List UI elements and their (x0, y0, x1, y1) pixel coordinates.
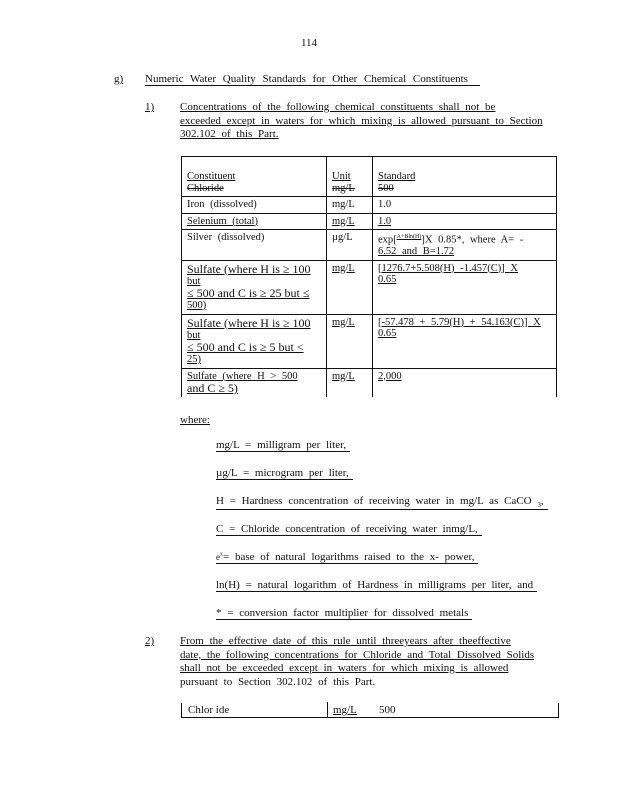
constituent-line: Sulfate (where H > 500 (187, 370, 298, 382)
chloride-divider (327, 702, 328, 717)
silver-formula (378, 232, 551, 246)
cell-constituent: Iron (dissolved) (182, 197, 327, 214)
table-row (182, 197, 557, 214)
formula-line2: 6.52 and B=1.72 (378, 246, 455, 257)
standard-line: [-57.478 + 5.79(H) + 54.163(C)] X (378, 316, 541, 328)
standard-line: [1276.7+5.508(H) -1.457(C)] X (378, 262, 518, 274)
definition-exp-text: = base of natural logarithms raised to the x- power, (223, 551, 475, 563)
table-row (182, 260, 557, 314)
cell-constituent: Silver (dissolved) (182, 230, 327, 261)
cell-unit: mg/L (327, 260, 373, 314)
section-marker: g) (114, 73, 124, 85)
item2-line: shall not be exceeded except in waters for which mixing is allowed (180, 662, 509, 674)
constituent-line: but (187, 329, 201, 341)
table-cell (182, 157, 327, 197)
definition-chloride: C = Chloride concentration of receiving water inmg/L, (216, 523, 482, 536)
header-constituent: Constituent (187, 171, 236, 182)
table-row (182, 157, 557, 197)
definition-exp (216, 551, 478, 564)
formula-suffix: ]X 0.85*, where A= - (421, 234, 524, 246)
constituent-line: Sulfate (where H is ≥ 100 (187, 261, 311, 276)
definition-conversion: * = conversion factor multiplier for dissolved metals (216, 607, 472, 620)
table-cell (373, 157, 557, 197)
cell-unit: mg/L (332, 182, 355, 194)
constituent-line: ≤ 500 and C is ≥ 5 but < (187, 340, 304, 354)
item1-marker: 1) (145, 101, 155, 113)
where-label: where: (180, 414, 210, 426)
definition-ug: µg/L = microgram per liter, (216, 467, 353, 480)
standard-line: 0.65 (378, 328, 397, 339)
formula-prefix: exp[ (378, 234, 397, 246)
item2-marker: 2) (145, 635, 155, 647)
cell-constituent (182, 260, 327, 314)
chloride-constituent: Chlor ide (188, 704, 230, 716)
definition-hardness (216, 495, 548, 510)
table-cell (327, 157, 373, 197)
formula-exponent: A+Bln(H) (396, 234, 422, 240)
definition-ln: ln(H) = natural logarithm of Hardness in milligrams per liter, and (216, 579, 537, 592)
cell-standard: 500 (378, 182, 394, 194)
cell-standard: 1.0 (373, 213, 557, 230)
constituent-line: Sulfate (where H is ≥ 100 (187, 315, 311, 330)
table-row (182, 213, 557, 230)
cell-standard: 1.0 (373, 197, 557, 214)
header-unit: Unit (332, 171, 351, 182)
cell-unit: µg/L (327, 230, 373, 261)
caco-subscript: 3 (537, 501, 541, 510)
cell-constituent (182, 314, 327, 368)
constituent-line: but (187, 275, 201, 287)
item1-line-text: 302.102 of this Part. (180, 128, 279, 140)
cell-standard (373, 230, 557, 261)
cell-standard (373, 314, 557, 368)
e-symbol: e (216, 552, 220, 562)
cell-unit: mg/L (327, 368, 373, 397)
item2-paragraph (180, 635, 534, 689)
definition-mg: mg/L = milligram per liter, (216, 439, 350, 452)
item1-line: Concentrations of the following chemical constituents shall not be (180, 101, 496, 113)
standard-line: 0.65 (378, 274, 397, 285)
cell-unit: mg/L (327, 213, 373, 230)
section-title: Numeric Water Quality Standards for Other Chemical Constituents (145, 73, 480, 86)
standards-table (181, 156, 557, 397)
cell-unit: mg/L (327, 314, 373, 368)
table-row (182, 368, 557, 397)
item1-line: exceeded except in waters for which mixing is allowed pursuant to Section (180, 114, 543, 127)
caco-tail: , (540, 495, 544, 507)
item1-paragraph (180, 101, 543, 142)
item2-line: pursuant to Section 302.102 of this Part. (180, 675, 376, 688)
cell-constituent (182, 368, 327, 397)
cell-unit: mg/L (327, 197, 373, 214)
cell-standard (373, 260, 557, 314)
cell-constituent: Chloride (187, 182, 224, 194)
header-standard: Standard (378, 171, 416, 182)
item2-line: date, the following concentrations for Chloride and Total Dissolved Solids (180, 648, 535, 661)
table-row (182, 314, 557, 368)
chloride-standard: 500 (379, 704, 396, 716)
page-number: 114 (300, 37, 318, 49)
item2-line: From the effective date of this rule until threeyears after theeffective (180, 635, 511, 647)
x-superscript: x (220, 551, 223, 558)
cell-constituent: Selenium (total) (182, 213, 327, 230)
constituent-line: 500) (187, 300, 207, 311)
table-row (182, 230, 557, 261)
constituent-line: and C ≥ 5) (187, 381, 238, 395)
definition-hardness-text: H = Hardness concentration of receiving water in mg/L as CaCO (216, 495, 532, 507)
chloride-unit: mg/L (333, 704, 357, 716)
constituent-line: 25) (187, 354, 201, 365)
cell-standard: 2,000 (373, 368, 557, 397)
constituent-line: ≤ 500 and C is ≥ 25 but ≤ (187, 286, 310, 300)
item1-line (180, 128, 543, 142)
chloride-table (181, 703, 559, 718)
